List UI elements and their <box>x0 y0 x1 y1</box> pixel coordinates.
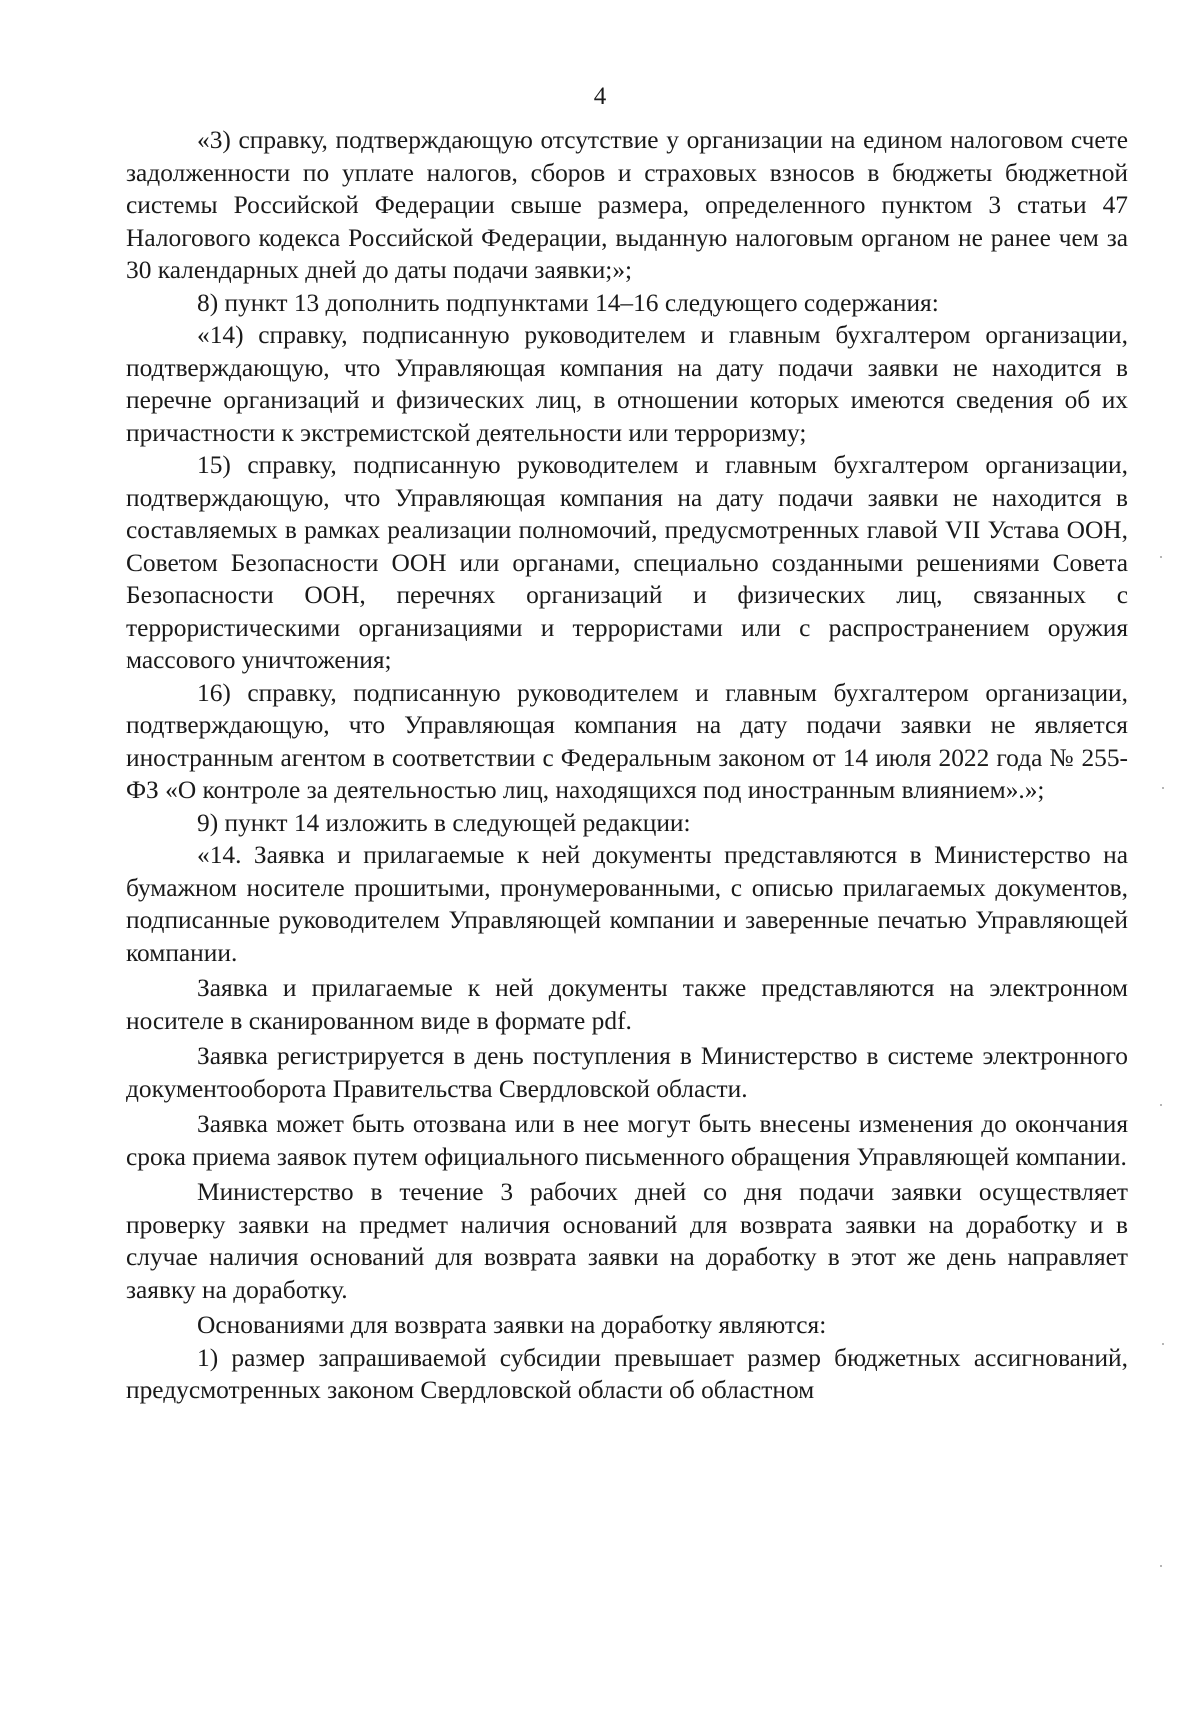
scan-speck <box>1162 787 1164 789</box>
paragraph-item-14: «14) справку, подписанную руководителем и главным бухгалтером организации, подтверждающую, что Управляющая компания на дату подачи заявки не находится в перечне организаций и физических лиц, в отношении которых имеются сведения об их причастности к экстремистской деятельности или терроризму; <box>126 321 1128 447</box>
paragraph-item-16: 16) справку, подписанную руководителем и главным бухгалтером организации, подтверждающую, что Управляющая компания на дату подачи заявки не является иностранным агентом в соответствии с Федеральным законом от 14 июля 2022 года № 255-ФЗ «О контроле за деятельностью лиц, находящихся под иностранным влиянием».»; <box>126 678 1128 804</box>
document-body <box>126 124 1128 1407</box>
scan-speck <box>1162 1343 1164 1345</box>
paragraph-item-15: 15) справку, подписанную руководителем и главным бухгалтером организации, подтверждающую, что Управляющая компания на дату подачи заявки не находится в составляемых в рамках реализации полномочий, предусмотренных главой VII Устава ООН, Советом Безопасности ООН или органами, специально созданными решениями Совета Безопасности ООН, перечнях организаций и физических лиц, связанных с террористическими организациями и террористами или с распространением оружия массового уничтожения; <box>126 451 1128 674</box>
paragraph-point-9: 9) пункт 14 изложить в следующей редакции: <box>197 808 691 837</box>
scan-speck <box>1160 1104 1162 1106</box>
paragraph-registration: Заявка регистрируется в день поступления в Министерство в системе электронного документооборота Правительства Свердловской области. <box>126 1042 1128 1103</box>
paragraph-item-3: «3) справку, подтверждающую отсутствие у организации на едином налоговом счете задолженности по уплате налогов, сборов и страховых взносов в бюджеты бюджетной системы Российской Федерации свыше размера, определенного пунктом 3 статьи 47 Налогового кодекса Российской Федерации, выданную налоговым органом не ранее чем за 30 календарных дней до даты подачи заявки;»; <box>126 126 1128 284</box>
paragraph-electronic-copy: Заявка и прилагаемые к ней документы также представляются на электронном носителе в сканированном виде в формате pdf. <box>126 974 1128 1035</box>
scan-speck <box>1160 556 1162 558</box>
paragraph-ground-1: 1) размер запрашиваемой субсидии превышает размер бюджетных ассигнований, предусмотренных законом Свердловской области об областном <box>126 1343 1128 1404</box>
paragraph-point-8: 8) пункт 13 дополнить подпунктами 14–16 следующего содержания: <box>197 288 939 317</box>
paragraph-ministry-check: Министерство в течение 3 рабочих дней со дня подачи заявки осуществляет проверку заявки на предмет наличия оснований для возврата заявки на доработку и в случае наличия оснований для возврата заявки на доработку в этот же день направляет заявку на доработку. <box>126 1178 1128 1304</box>
page-number: 4 <box>593 83 607 110</box>
paragraph-withdrawal: Заявка может быть отозвана или в нее могут быть внесены изменения до окончания срока приема заявок путем официального письменного обращения Управляющей компании. <box>126 1110 1128 1171</box>
paragraph-clause-14: «14. Заявка и прилагаемые к ней документы представляются в Министерство на бумажном носителе прошитыми, пронумерованными, с описью прилагаемых документов, подписанные руководителем Управляющей компании и заверенные печатью Управляющей компании. <box>126 841 1128 967</box>
scan-speck <box>1160 1565 1162 1567</box>
paragraph-return-grounds: Основаниями для возврата заявки на доработку являются: <box>197 1311 827 1339</box>
